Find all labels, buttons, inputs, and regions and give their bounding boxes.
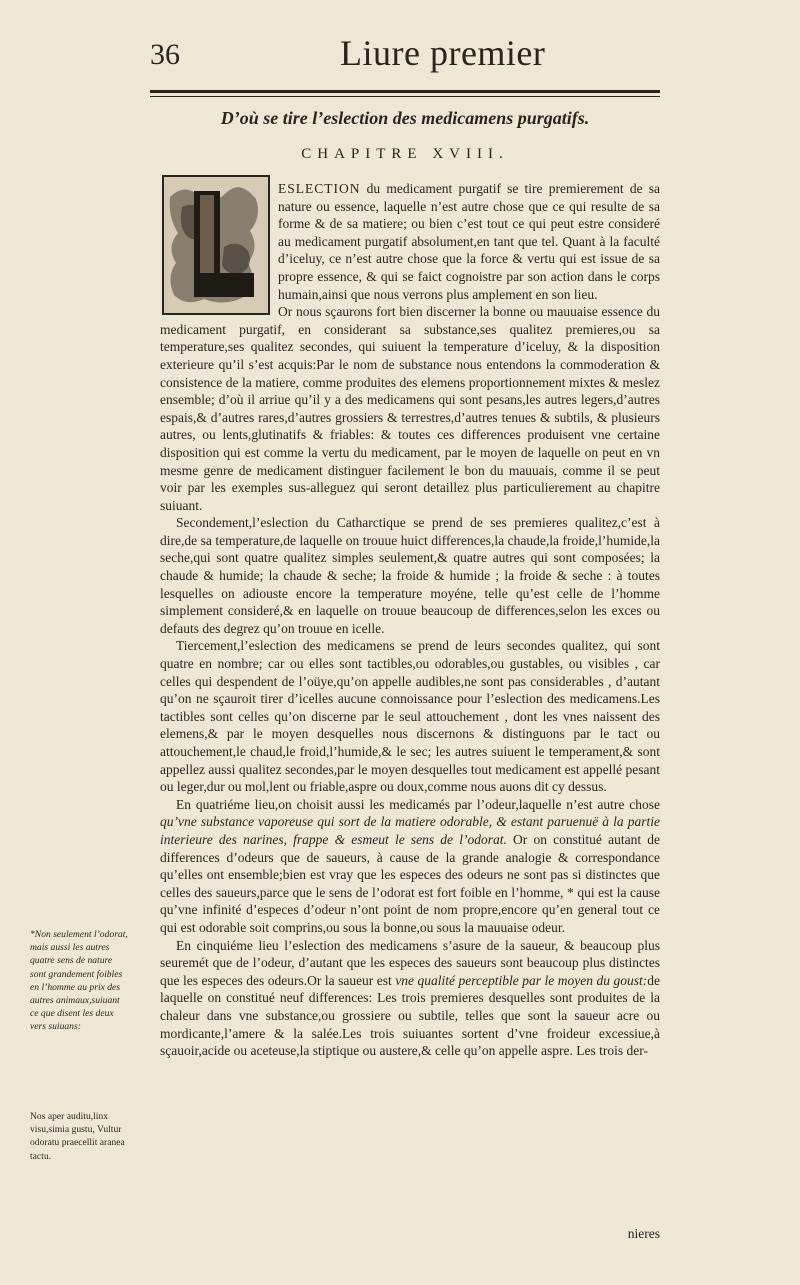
marginal-note: *Non seulement l’odorat, mais aussi les autres quatre sens de nature sont grandement foibles en l’homme au prix des autres animaux,suiuant ce que disent les deux vers suiuans:: [30, 929, 128, 1033]
header-rule: [150, 90, 660, 93]
header-rule-thin: [150, 96, 660, 97]
chapter-heading: CHAPITRE XVIII.: [301, 146, 509, 162]
paragraph-1-text: du medicament purgatif se tire premierement de sa nature ou essence, laquelle n’est autre chose que ce qui resulte de sa forme & de sa matiere; ou bien c’est tout ce qui peut estre consideré au medicament purgatif absolument,en tant que tel. Quant à la faculté d’iceluy, ce n’est autre chose que la force & vertu qui est issue de sa propre essence, & qui se faict cognoistre par son action dans le corps humain,ainsi que nous verrons plus amplement en son lieu.: [278, 181, 660, 302]
paragraph-6: [160, 937, 660, 1060]
paragraph-6-text-a: En cinquiéme lieu l’eslection des medicamens s’asure de la saueur, & beaucoup plus seuremét que de l’odeur, d’autant que les especes des saueurs sont beaucoup plus distinctes que les especes des odeurs.Or la saueur est: [160, 937, 660, 988]
paragraph-5-text-a: En quatriéme lieu,on choisit aussi les medicamés par l’odeur,laquelle n’est autre chose: [176, 796, 660, 812]
paragraph-6-definition: vne qualité perceptible par le moyen du goust:: [395, 972, 648, 988]
paragraph-4: Tiercement,l’eslection des medicamens se prend de leurs secondes qualitez, qui sont quatre en nombre; car ou elles sont tactibles,ou odorables,ou gustables, ou visibles , car celles qui despendent de l’oüye,qu’on appelle audibles,ne sont pas considerables , d’autant qu’on ne sçauroit tirer d’icelles aucune connoissance pour l’eslection des medicamens.Les tactibles sont celles qu’on discerne par le seul attouchement , dont les vnes naissent des elemens,& par le moyen desquelles nous discernons & distinguons par le tact ou attouchement,le chaud,le froid,l’humide,& le sec; les autres suiuent le temperament,& sont appellez aussi qualitez secondes,par le moyen desquelles tout medicament est appellé pesant ou leger,dur ou mol,lent ou friable,aspre ou doux,comme nous auons dit cy dessus.: [160, 638, 660, 795]
running-head: Liure premier: [340, 33, 546, 73]
page-number: 36: [150, 38, 180, 71]
paragraph-6-text-b: de laquelle on constitué neuf differences: Les trois premieres desquelles sont produites de la chaleur dans vne substance,ou grossiere ou subtile, telles que sont la saueur acre ou mordicante,l’amere & la salée.Les trois suiuantes sortent d’vne froideur excessiue,à sçauoir,acide ou aceteuse,la stiptique ou austere,& celle qu’on appelle aspre. Les trois der-: [160, 972, 660, 1059]
paragraph-3: Secondement,l’eslection du Catharctique se prend de ses premieres qualitez,c’est à dire,de sa temperature,de laquelle on trouue huict differences,la chaude,la froide,l’humide,la seche,qui sont quatre qualitez simples seulement,& quatre autres qui sont composées; la chaude & humide; la chaude & seche; la froide & humide ; la froide & seche : à toutes lesquelles on adiouste encore la temperature moyéne, telle qu’est celle de l’homme simplement consideré,& en laquelle on trouue beaucoup de differences,selon les exces ou defauts des degrez qu’on trouue en icelle.: [160, 515, 660, 636]
paragraph-2: Or nous sçaurons fort bien discerner la bonne ou mauuaise essence du medicament purgatif, en considerant sa substance,ses qualitez premieres,ou sa temperature,ses qualitez secondes, qui suiuent la temperature d’iceluy, & la disposition exterieure qu’il s’est acquis:Par le nom de substance nous entendons la commoderation & consistence de la matiere, comme produites des elemens proportionnement mixtes & meslez ensemble; d’où il arriue qu’il y a des medicamens qui sont pesans,les autres legers,d’autres espais,& d’autres rares,d’autres grossiers & terrestres,d’autres tenues & subtils, & plusieurs autres, ou lents,glutinatifs & friables: & toutes ces differences produisent vne certaine disposition qui est comme la vertu du medicament, par le moyen de laquelle on peut en vn mesme genre de medicament distinguer facilement le bon du mauuais, comme il se peut voir par les exemples sus-alleguez qui seront detaillez plus particulierement au chapitre suiuant.: [160, 304, 660, 513]
dropcap-space: [160, 180, 278, 316]
paragraph-5-text-b: Or on constitué autant de differences d’odeurs que de saueurs, à cause de la grande analogie & correspondance qu’elles ont ensemble;bien est vray que les especes des odeurs ne sont pas si distinctes que celles des saueurs,parce que le sens de l’odorat est fort foible en l’homme, * qui est la cause qu’vne infinité d’especes d’odeur n’ont point de nom propre,encore qu’en general tout ce qui est odorable soit comprins,ou sous la bonne,ou sous la mauuaise odeur.: [160, 831, 660, 935]
main-text: [160, 180, 660, 1060]
marginal-verse: Nos aper auditu,linx visu,simia gustu, Vultur odoratu praecellit aranea tactu.: [30, 1111, 125, 1162]
catchword: nieres: [627, 1226, 660, 1241]
opening-word: ESLECTION: [278, 181, 361, 196]
paragraph-5-definition: qu’vne substance vaporeuse qui sort de la matiere odorable, & estant paruenuë à la partie interieure des narines, frappe & esmeut le sens de l’odorat.: [160, 814, 660, 847]
paragraph-5: [160, 796, 660, 937]
section-title: D’où se tire l’eslection des medicamens purgatifs.: [220, 108, 590, 128]
paragraph-1: [160, 180, 660, 303]
